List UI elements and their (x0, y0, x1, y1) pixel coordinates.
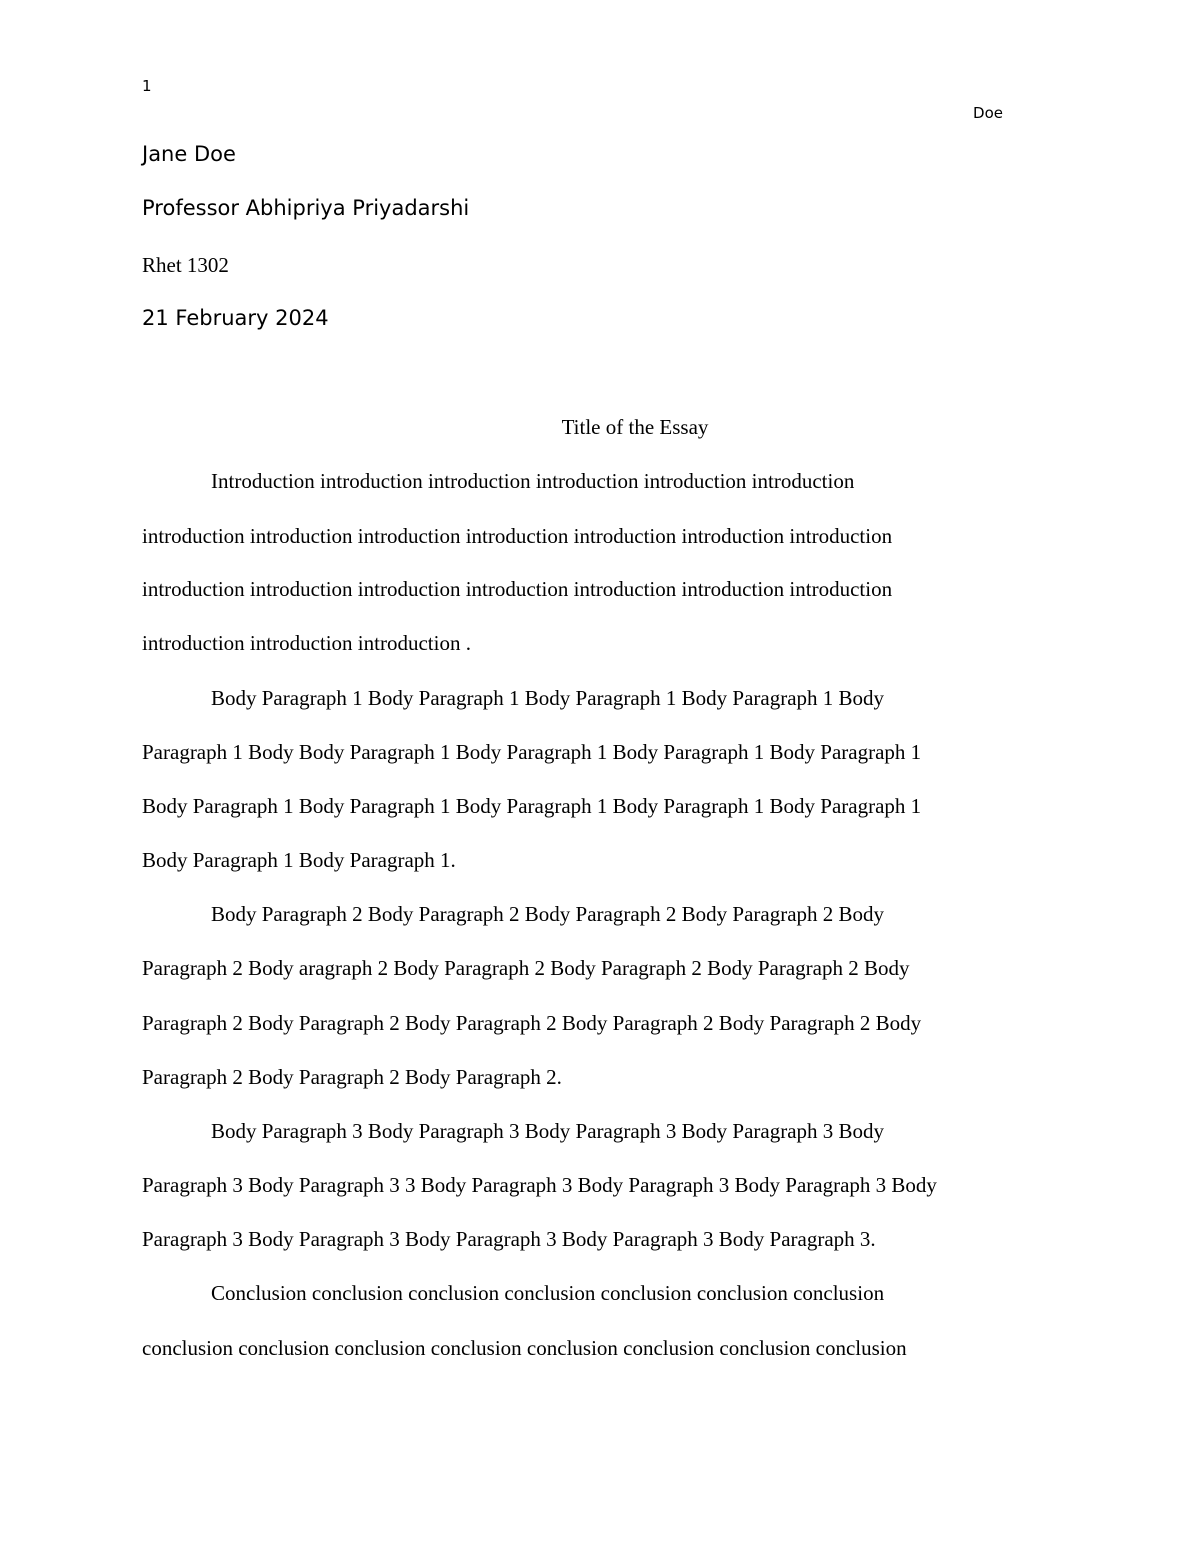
body-paragraph-1-line: Body Paragraph 1 Body Paragraph 1 Body Paragraph 1 Body Paragraph 1 Body Paragraph 1 (142, 794, 922, 818)
course-name: Rhet 1302 (142, 253, 229, 277)
body-paragraph-3-line: Paragraph 3 Body Paragraph 3 Body Paragraph 3 Body Paragraph 3 Body Paragraph 3. (142, 1227, 876, 1251)
body-paragraph-3-line: Body Paragraph 3 Body Paragraph 3 Body Paragraph 3 Body Paragraph 3 Body (211, 1119, 885, 1143)
body-paragraph-2-line: Paragraph 2 Body Paragraph 2 Body Paragraph 2 Body Paragraph 2 Body Paragraph 2 Body (142, 1011, 922, 1035)
running-head: Doe (973, 104, 1003, 122)
introduction-line: introduction introduction introduction introduction introduction introduction introduction (142, 577, 893, 601)
introduction-line: introduction introduction introduction . (142, 631, 471, 655)
conclusion-line: Conclusion conclusion conclusion conclusion conclusion conclusion conclusion (211, 1281, 885, 1305)
body-paragraph-2-line: Paragraph 2 Body aragraph 2 Body Paragraph 2 Body Paragraph 2 Body Paragraph 2 Body (142, 956, 910, 980)
body-paragraph-1-line: Paragraph 1 Body Body Paragraph 1 Body Paragraph 1 Body Paragraph 1 Body Paragraph 1 (142, 740, 922, 764)
professor-name: Professor Abhipriya Priyadarshi (142, 196, 470, 220)
page-number: 1 (142, 77, 152, 95)
introduction-line: introduction introduction introduction introduction introduction introduction introduction (142, 524, 893, 548)
introduction-line: Introduction introduction introduction introduction introduction introduction (211, 469, 855, 493)
body-paragraph-3-line: Paragraph 3 Body Paragraph 3 3 Body Paragraph 3 Body Paragraph 3 Body Paragraph 3 Body (142, 1173, 937, 1197)
body-paragraph-2-line: Paragraph 2 Body Paragraph 2 Body Paragraph 2. (142, 1065, 562, 1089)
body-paragraph-2-line: Body Paragraph 2 Body Paragraph 2 Body Paragraph 2 Body Paragraph 2 Body (211, 902, 885, 926)
essay-date: 21 February 2024 (142, 306, 329, 330)
body-paragraph-1-line: Body Paragraph 1 Body Paragraph 1 Body Paragraph 1 Body Paragraph 1 Body (211, 686, 885, 710)
conclusion-line: conclusion conclusion conclusion conclusion conclusion conclusion conclusion conclusion (142, 1336, 907, 1360)
essay-title: Title of the Essay (561, 415, 709, 439)
body-paragraph-1-line: Body Paragraph 1 Body Paragraph 1. (142, 848, 456, 872)
student-name: Jane Doe (142, 142, 236, 166)
